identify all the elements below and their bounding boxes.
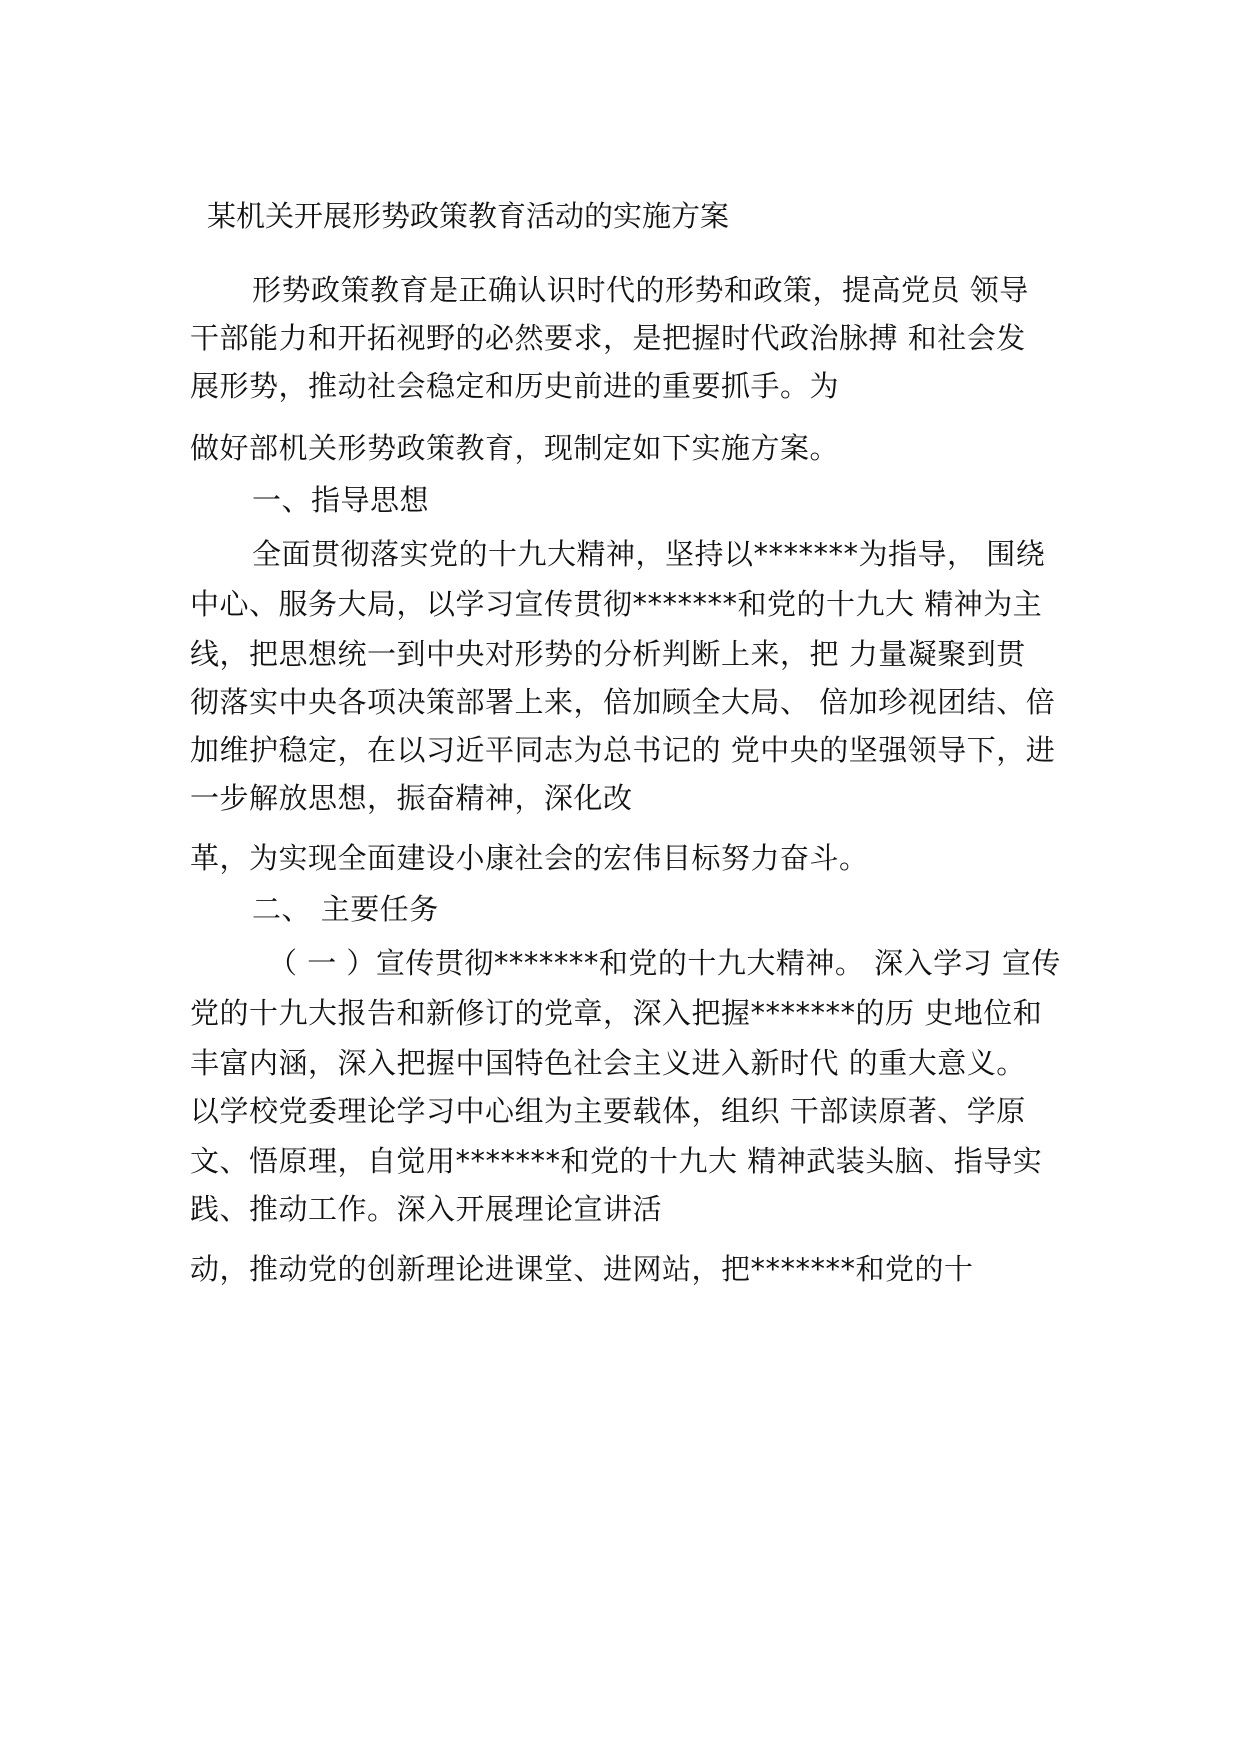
paragraph-line: 线，把思想统一到中央对形势的分析判断上来，把 力量凝聚到贯: [190, 637, 1026, 671]
paragraph-line: 全面贯彻落实党的十九大精神，坚持以*******为指导， 围绕: [252, 537, 1046, 571]
paragraph-line: 文、悟原理，自觉用*******和党的十九大 精神武装头脑、指导实: [190, 1144, 1043, 1178]
paragraph-line: 革，为实现全面建设小康社会的宏伟目标努力奋斗。: [190, 841, 869, 875]
paragraph-line: 一步解放思想，振奋精神，深化改: [190, 781, 633, 815]
paragraph-line: 丰富内涵，深入把握中国特色社会主义进入新时代 的重大意义。: [190, 1046, 1026, 1080]
paragraph-line: 加维护稳定，在以习近平同志为总书记的 党中央的坚强领导下，进: [190, 733, 1056, 767]
paragraph-line: 中心、服务大局，以学习宣传贯彻*******和党的十九大 精神为主: [190, 587, 1043, 621]
paragraph-line: 以学校党委理论学习中心组为主要载体，组织 干部读原著、学原: [190, 1094, 1026, 1128]
paragraph-line: 动，推动党的创新理论进课堂、进网站，把*******和党的十: [190, 1252, 974, 1286]
paragraph-line: 做好部机关形势政策教育，现制定如下实施方案。: [190, 431, 840, 465]
paragraph-line: 践、推动工作。深入开展理论宣讲活: [190, 1192, 663, 1226]
paragraph-line: （ 一 ）宣传贯彻*******和党的十九大精神。 深入学习 宣传: [268, 946, 1061, 980]
section-heading: 二、 主要任务: [252, 892, 439, 926]
paragraph-line: 形势政策教育是正确认识时代的形势和政策，提高党员 领导: [252, 273, 1029, 307]
paragraph-line: 彻落实中央各项决策部署上来，倍加顾全大局、 倍加珍视团结、倍: [190, 685, 1056, 719]
paragraph-line: 党的十九大报告和新修订的党章，深入把握*******的历 史地位和: [190, 996, 1043, 1030]
document-title: 某机关开展形势政策教育活动的实施方案: [207, 199, 730, 233]
paragraph-line: 展形势，推动社会稳定和历史前进的重要抓手。为: [190, 369, 840, 403]
section-heading: 一、指导思想: [252, 483, 430, 517]
paragraph-line: 干部能力和开拓视野的必然要求，是把握时代政治脉搏 和社会发: [190, 321, 1026, 355]
